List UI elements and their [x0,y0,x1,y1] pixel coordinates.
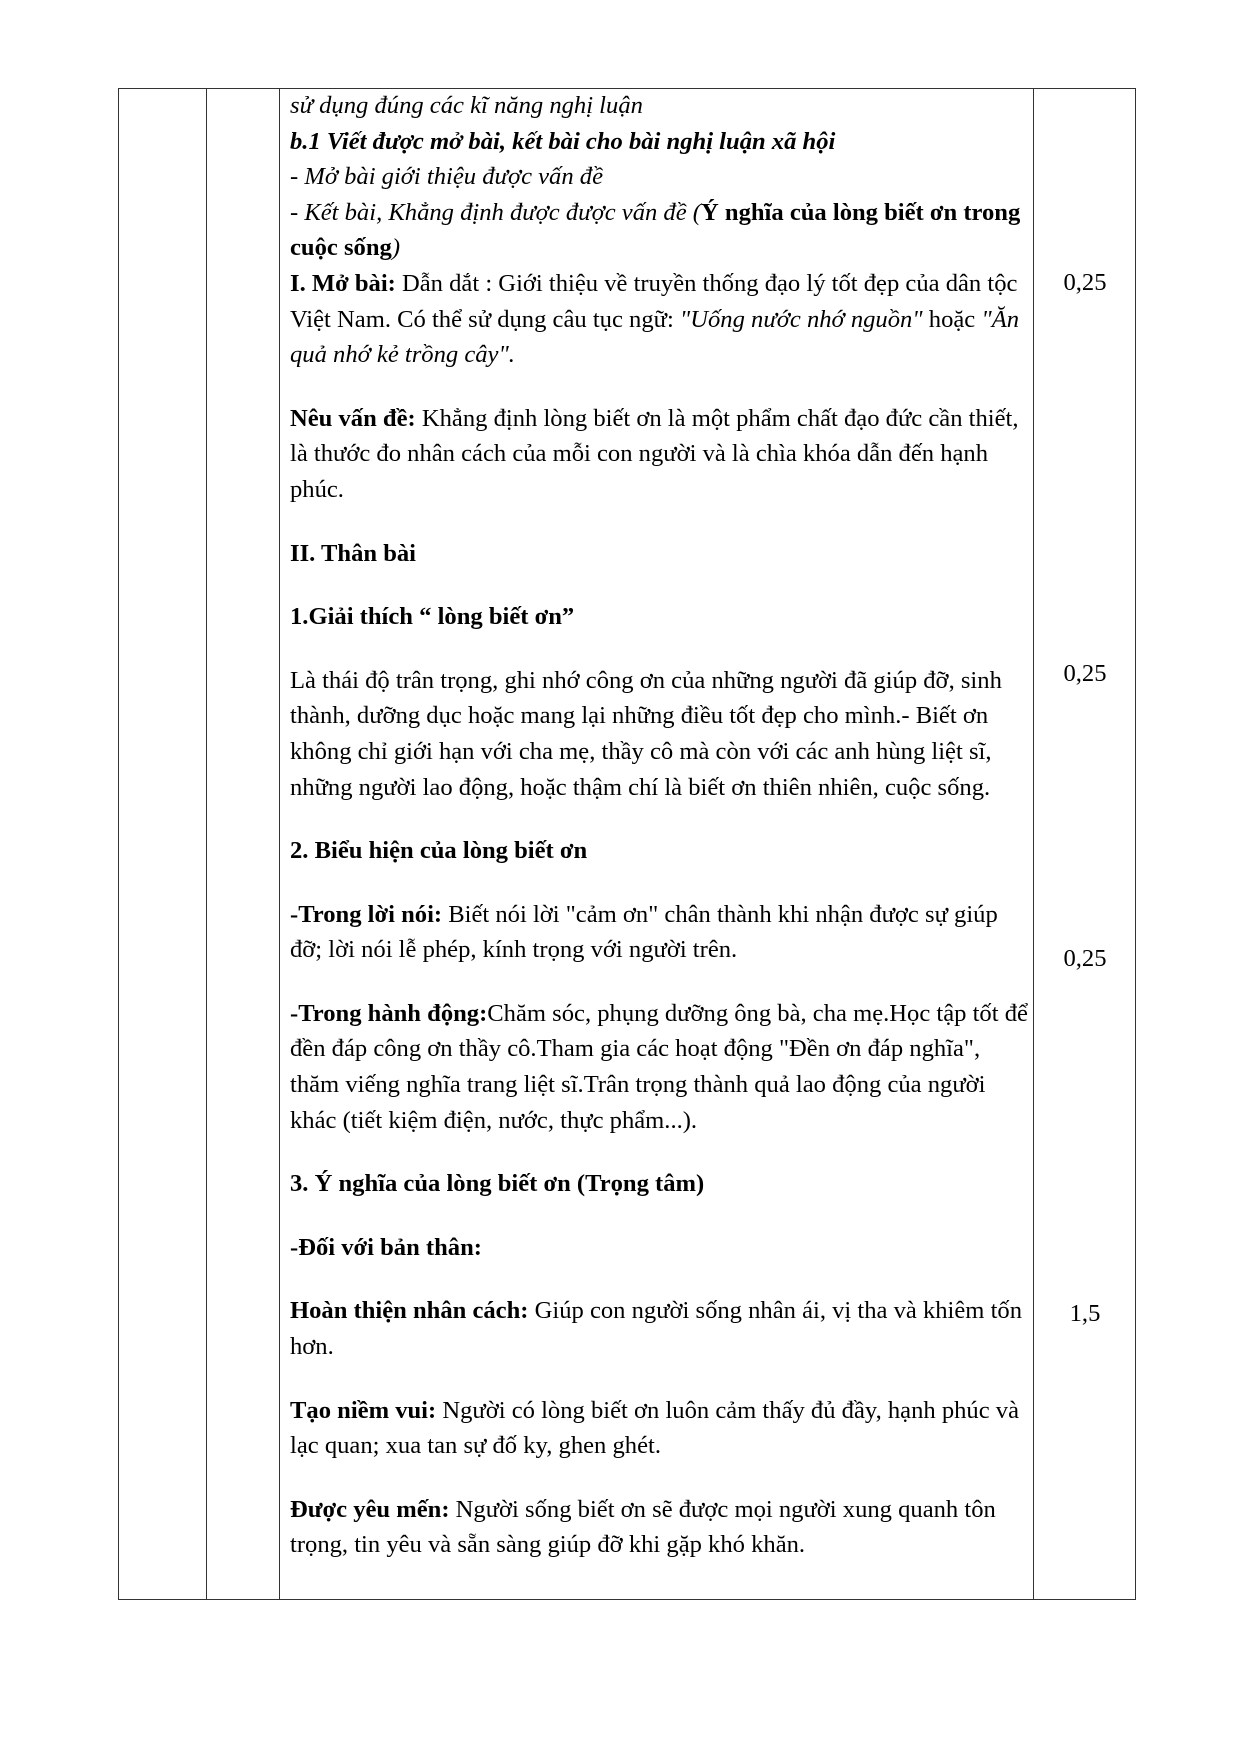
giai-thich-paragraph: Là thái độ trân trọng, ghi nhớ công ơn của những người đã giúp đỡ, sinh thành, dưỡng dục hoặc mang lại những điều tốt đẹp cho mình.- Biết ơn không chỉ giới hạn với cha mẹ, thầy cô mà còn với các anh hùng liệt sĩ, những người lao động, hoặc thậm chí là biết ơn thiên nhiên, cuộc sống. [290,666,1002,801]
y-nghia-heading: 3. Ý nghĩa của lòng biết ơn (Trọng tâm) [290,1170,705,1198]
giai-thich-heading: 1.Giải thích “ lòng biết ơn” [290,603,575,631]
score-y-nghia: 1,5 [1069,1300,1101,1327]
b1-item-conclusion: - Kết bài, Khẳng định được được vấn đề (Ý nghĩa của lòng biết ơn trong cuộc sống) [290,198,1021,262]
b1-heading: b.1 Viết được mở bài, kết bài cho bài nghị luận xã hội [290,127,836,155]
than-bai-heading: II. Thân bài [290,539,417,567]
column-divider-2 [279,89,280,1599]
skills-line: sử dụng đúng các kĩ năng nghị luận [290,92,643,119]
loi-noi-paragraph: -Trong lời nói: Biết nói lời "cảm ơn" chân thành khi nhận được sự giúp đỡ; lời nói lễ phép, kính trọng với người trên. [290,900,998,964]
column-divider-3 [1033,89,1034,1599]
score-bieu-hien: 0,25 [1063,945,1107,972]
bieu-hien-heading: 2. Biểu hiện của lòng biết ơn [290,837,588,865]
niem-vui-paragraph: Tạo niềm vui: Người có lòng biết ơn luôn cảm thấy đủ đầy, hạnh phúc và lạc quan; xua tan sự đố ky, ghen ghét. [290,1396,1019,1460]
score-mo-bai: 0,25 [1063,269,1107,296]
column-divider-1 [206,89,207,1599]
hoan-thien-paragraph: Hoàn thiện nhân cách: Giúp con người sống nhân ái, vị tha và khiêm tốn hơn. [290,1297,1023,1361]
yeu-men-paragraph: Được yêu mến: Người sống biết ơn sẽ được mọi người xung quanh tôn trọng, tin yêu và sẵn sàng giúp đỡ khi gặp khó khăn. [290,1495,996,1559]
neu-van-de-paragraph: Nêu vấn đề: Khẳng định lòng biết ơn là một phẩm chất đạo đức cần thiết, là thước đo nhân cách của mỗi con người và là chìa khóa dẫn đến hạnh phúc. [290,404,1019,503]
score-giai-thich: 0,25 [1063,660,1107,687]
mo-bai-paragraph: I. Mở bài: Dẫn dắt : Giới thiệu về truyền thống đạo lý tốt đẹp của dân tộc Việt Nam. Có thể sử dụng câu tục ngữ: "Uống nước nhớ nguồn" hoặc "Ăn quả nhớ kẻ trồng cây". [290,269,1020,369]
b1-item-intro: - Mở bài giới thiệu được vấn đề [290,163,604,191]
hanh-dong-paragraph: -Trong hành động:Chăm sóc, phụng dưỡng ông bà, cha mẹ.Học tập tốt để đền đáp công ơn thầy cô.Tham gia các hoạt động "Đền ơn đáp nghĩa", thăm viếng nghĩa trang liệt sĩ.Trân trọng thành quả lao động của người khác (tiết kiệm điện, nước, thực phẩm...). [290,999,1028,1134]
content-cell [290,88,1030,1563]
ban-than-heading: -Đối với bản thân: [290,1233,482,1261]
